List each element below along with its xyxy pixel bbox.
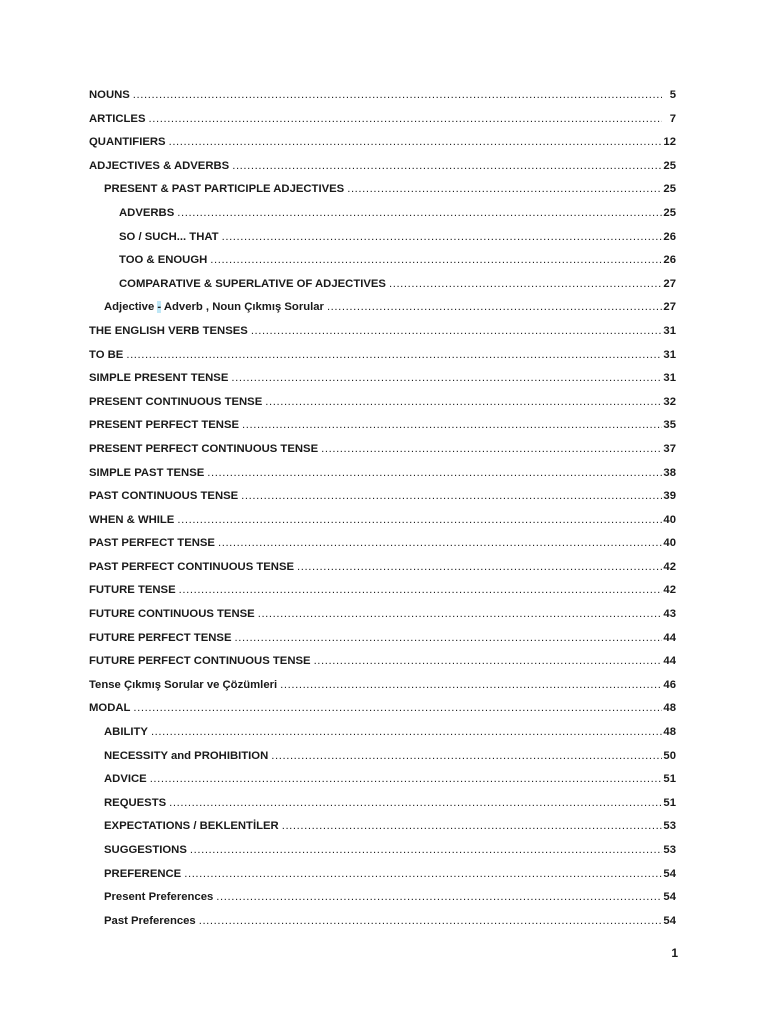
dot-leader <box>324 296 662 320</box>
toc-entry-page: 27 <box>663 277 676 290</box>
dot-leader <box>262 391 662 415</box>
toc-entry[interactable] <box>89 556 676 580</box>
dot-leader <box>231 627 662 651</box>
toc-entry-title: FUTURE TENSE <box>89 584 176 597</box>
toc-entry-page: 44 <box>663 631 676 644</box>
toc-entry-page: 42 <box>663 560 676 573</box>
toc-entry[interactable] <box>89 202 676 226</box>
toc-entry[interactable] <box>89 839 676 863</box>
toc-entry-title: ADVICE <box>104 773 147 786</box>
toc-entry[interactable] <box>89 84 676 108</box>
toc-entry[interactable] <box>89 462 676 486</box>
toc-entry[interactable] <box>89 320 676 344</box>
dot-leader <box>147 768 662 792</box>
toc-entry-page: 54 <box>663 867 676 880</box>
dot-leader <box>248 320 662 344</box>
toc-entry-title: PAST PERFECT TENSE <box>89 537 215 550</box>
toc-entry-page: 51 <box>663 796 676 809</box>
toc-entry-title <box>104 296 324 320</box>
dot-leader <box>174 509 662 533</box>
toc-entry-page: 12 <box>663 136 676 149</box>
dot-leader <box>123 344 662 368</box>
toc-entry-title: WHEN & WHILE <box>89 513 175 526</box>
toc-entry-page: 5 <box>669 89 676 101</box>
toc-entry-title: EXPECTATIONS / BEKLENTİLER <box>104 820 279 833</box>
toc-entry-page: 50 <box>663 749 676 762</box>
toc-entry-title: FUTURE PERFECT CONTINUOUS TENSE <box>89 655 311 668</box>
toc-entry-title: TOO & ENOUGH <box>119 254 208 267</box>
dot-leader <box>318 438 662 462</box>
toc-entry[interactable] <box>89 344 676 368</box>
toc-entry-page: 54 <box>663 914 676 927</box>
dot-leader <box>279 815 662 839</box>
dot-leader <box>213 886 662 910</box>
dot-leader <box>294 556 662 580</box>
page-number: 1 <box>671 946 678 960</box>
toc-entry[interactable] <box>89 367 676 391</box>
toc-entry-title: PREFERENCE <box>104 867 182 880</box>
toc-entry-title: SIMPLE PRESENT TENSE <box>89 372 229 385</box>
toc-entry-title: FUTURE CONTINUOUS TENSE <box>89 608 255 621</box>
toc-entry[interactable] <box>89 273 676 297</box>
toc-entry-title: SO / SUCH... THAT <box>119 230 219 243</box>
toc-entry[interactable] <box>89 579 676 603</box>
toc-entry[interactable] <box>89 155 676 179</box>
toc-entry-page: 35 <box>663 419 676 432</box>
toc-entry[interactable] <box>89 627 676 651</box>
dot-leader <box>181 863 662 887</box>
toc-entry[interactable] <box>89 792 676 816</box>
dot-leader <box>255 603 662 627</box>
dot-leader <box>229 155 662 179</box>
toc-entry-title: ABILITY <box>104 726 148 739</box>
toc-entry[interactable] <box>89 131 676 155</box>
toc-entry[interactable] <box>89 745 676 769</box>
dot-leader <box>207 249 662 273</box>
toc-entry-page: 25 <box>663 206 676 219</box>
toc-entry[interactable] <box>89 650 676 674</box>
toc-entry[interactable] <box>89 603 676 627</box>
toc-entry-page: 53 <box>663 820 676 833</box>
toc-entry-title: COMPARATIVE & SUPERLATIVE OF ADJECTIVES <box>119 277 386 290</box>
toc-entry-page: 38 <box>663 466 676 479</box>
toc-entry[interactable] <box>89 438 676 462</box>
toc-entry[interactable] <box>89 532 676 556</box>
dot-leader <box>215 532 662 556</box>
dot-leader <box>174 202 662 226</box>
toc-entry-page: 25 <box>663 159 676 172</box>
toc-entry-page: 39 <box>663 490 676 503</box>
dot-leader <box>228 367 662 391</box>
toc-entry-page: 42 <box>663 584 676 597</box>
toc-entry[interactable] <box>89 674 676 698</box>
toc-entry[interactable] <box>89 485 676 509</box>
table-of-contents <box>89 84 676 933</box>
toc-entry[interactable] <box>89 721 676 745</box>
dot-leader <box>239 414 662 438</box>
toc-entry-page: 46 <box>663 678 676 691</box>
dot-leader <box>130 84 662 108</box>
toc-entry-title: Present Preferences <box>104 891 214 904</box>
dot-leader <box>238 485 662 509</box>
dot-leader <box>386 273 662 297</box>
dot-leader <box>196 910 662 934</box>
toc-entry-title: THE ENGLISH VERB TENSES <box>89 324 248 337</box>
toc-entry[interactable] <box>89 249 676 273</box>
toc-entry[interactable] <box>89 391 676 415</box>
toc-entry[interactable] <box>89 886 676 910</box>
toc-entry-title: SIMPLE PAST TENSE <box>89 466 205 479</box>
toc-entry-page: 40 <box>663 537 676 550</box>
dot-leader <box>277 674 662 698</box>
toc-entry-title: PRESENT & PAST PARTICIPLE ADJECTIVES <box>104 183 345 196</box>
toc-entry-title-part: Adjective <box>104 301 158 314</box>
toc-entry-title: ARTICLES <box>89 112 146 125</box>
toc-entry-page: 48 <box>663 726 676 739</box>
toc-entry-title: Past Preferences <box>104 914 196 927</box>
dot-leader <box>187 839 662 863</box>
toc-entry-title: ADVERBS <box>119 206 175 219</box>
toc-entry-title: NOUNS <box>89 89 130 101</box>
toc-entry[interactable] <box>89 414 676 438</box>
toc-entry-title: PRESENT PERFECT CONTINUOUS TENSE <box>89 442 319 455</box>
toc-entry-page: 27 <box>663 301 676 314</box>
toc-entry[interactable] <box>89 863 676 887</box>
dot-leader <box>148 721 662 745</box>
toc-entry-page: 31 <box>663 348 676 361</box>
toc-entry-page: 26 <box>663 230 676 243</box>
toc-entry-title: SUGGESTIONS <box>104 844 187 856</box>
toc-entry-page: 51 <box>663 773 676 786</box>
dot-leader <box>166 131 662 155</box>
highlighted-text: - <box>157 301 162 314</box>
dot-leader <box>176 579 662 603</box>
toc-entry[interactable] <box>89 178 676 202</box>
toc-entry[interactable] <box>89 226 676 250</box>
toc-entry-title: PAST PERFECT CONTINUOUS TENSE <box>89 560 295 573</box>
toc-entry-page: 26 <box>663 254 676 267</box>
toc-entry-page: 31 <box>663 324 676 337</box>
toc-entry-title: PRESENT CONTINUOUS TENSE <box>89 395 263 408</box>
toc-entry-page: 7 <box>669 112 676 125</box>
toc-entry-page: 53 <box>663 844 676 856</box>
toc-entry[interactable] <box>89 815 676 839</box>
dot-leader <box>268 745 662 769</box>
dot-leader <box>204 462 662 486</box>
toc-entry-title: Tense Çıkmış Sorular ve Çözümleri <box>89 678 278 691</box>
toc-entry-title-part: Adverb , Noun Çıkmış Sorular <box>161 301 324 314</box>
toc-entry-title: TO BE <box>89 348 124 361</box>
toc-entry-page: 37 <box>663 442 676 455</box>
toc-entry-title: NECESSITY and PROHIBITION <box>104 749 269 762</box>
toc-entry[interactable] <box>89 509 676 533</box>
dot-leader <box>311 650 662 674</box>
dot-leader <box>219 226 662 250</box>
dot-leader <box>146 108 663 132</box>
toc-entry[interactable] <box>89 910 676 934</box>
dot-leader <box>166 792 662 816</box>
toc-entry-title: PRESENT PERFECT TENSE <box>89 419 240 432</box>
toc-entry[interactable] <box>89 768 676 792</box>
dot-leader <box>344 178 662 202</box>
toc-entry-title: REQUESTS <box>104 796 167 809</box>
toc-entry-page: 40 <box>663 513 676 526</box>
dot-leader <box>130 697 662 721</box>
toc-entry-page: 54 <box>663 891 676 904</box>
toc-entry-page: 32 <box>663 395 676 408</box>
toc-entry-page: 48 <box>663 702 676 715</box>
toc-entry-page: 25 <box>663 183 676 196</box>
toc-entry[interactable] <box>89 108 676 132</box>
toc-entry-title: PAST CONTINUOUS TENSE <box>89 490 239 503</box>
toc-entry-title: FUTURE PERFECT TENSE <box>89 631 232 644</box>
toc-entry-page: 43 <box>663 608 676 621</box>
toc-entry-title: QUANTIFIERS <box>89 136 166 149</box>
toc-entry-page: 44 <box>663 655 676 668</box>
toc-entry-page: 31 <box>663 372 676 385</box>
toc-entry[interactable] <box>89 296 676 320</box>
toc-entry-title: ADJECTIVES & ADVERBS <box>89 159 230 172</box>
toc-entry-title: MODAL <box>89 702 131 715</box>
toc-entry[interactable] <box>89 697 676 721</box>
